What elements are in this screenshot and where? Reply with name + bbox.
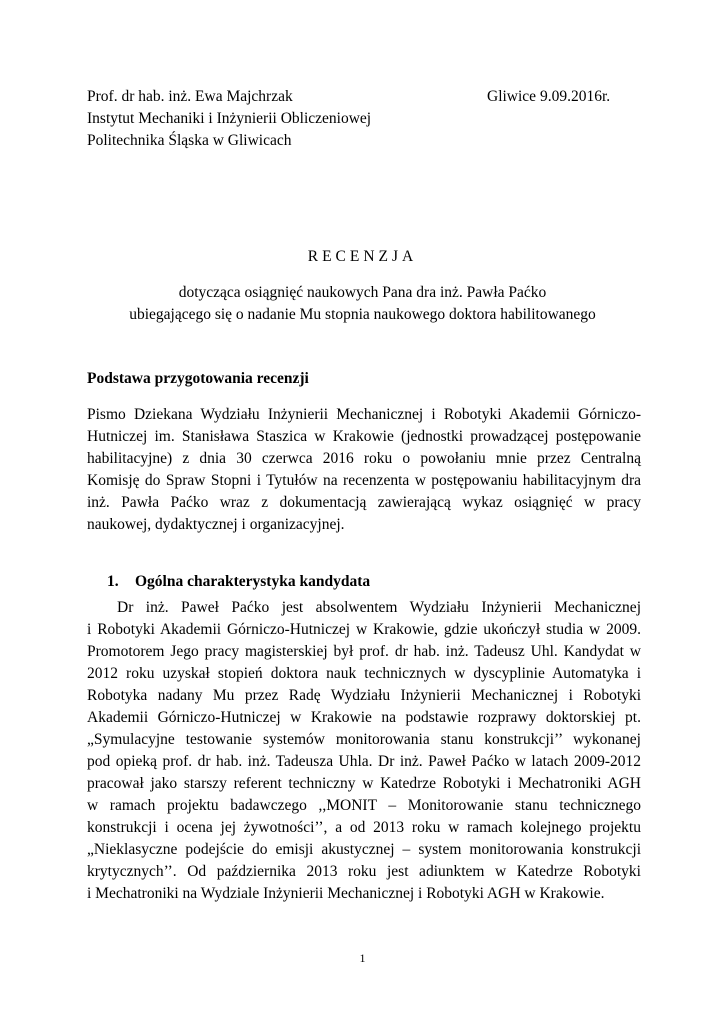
document-subtitle <box>0 283 725 327</box>
paragraph-line: Akademii Górniczo-Hutniczej w Krakowie na podstawie rozprawy doktorskiej pt. <box>87 709 641 726</box>
paragraph-line: Promotorem Jego pracy magisterskiej był prof. dr hab. inż. Tadeusz Uhl. Kandydat w <box>87 643 641 660</box>
paragraph-line: konstrukcji i ocena jej żywotności’’, a od 2013 roku w ramach kolejnego projektu <box>87 819 641 836</box>
document-title: RECENZJA <box>307 248 418 265</box>
paragraph-line: 2012 roku uzyskał stopień doktora nauk technicznych w dyscyplinie Automatyka i <box>87 665 641 682</box>
section-basis-heading: Podstawa przygotowania recenzji <box>87 370 309 387</box>
subtitle-line-1: dotycząca osiągnięć naukowych Pana dra inż. Pawła Paćko <box>178 284 547 301</box>
section-1-title: Ogólna charakterystyka kandydata <box>135 573 371 590</box>
author-block <box>87 87 371 153</box>
paragraph-line: inż. Pawła Paćko wraz z dokumentacją zawierającą wykaz osiągnięć w pracy <box>87 494 641 511</box>
author-institute: Instytut Mechaniki i Inżynierii Obliczeniowej <box>87 110 372 127</box>
author-name: Prof. dr hab. inż. Ewa Majchrzak <box>87 88 293 105</box>
paragraph-line: krytycznych’’. Od października 2013 roku jest adiunktem w Katedrze Robotyki <box>87 863 641 880</box>
paragraph-line: naukowej, dydaktycznej i organizacyjnej. <box>87 516 345 533</box>
section-1-number: 1. <box>107 573 119 590</box>
paragraph-line: w ramach projektu badawczego ,,MONIT – Monitorowanie stanu technicznego <box>87 797 641 814</box>
paragraph-line: Robotyka nadany Mu przez Radę Wydziału Inżynierii Mechanicznej i Robotyki <box>87 687 641 704</box>
paragraph-line: Hutniczej im. Stanisława Staszica w Krakowie (jednostki prowadzącej postępowanie <box>87 428 641 445</box>
place-date: Gliwice 9.09.2016r. <box>487 88 611 105</box>
paragraph-line: pracował jako starszy referent techniczny w Katedrze Robotyki i Mechatroniki AGH <box>87 775 641 792</box>
paragraph-line: habilitacyjne) z dnia 30 czerwca 2016 roku o powołaniu mnie przez Centralną <box>87 450 641 467</box>
page-number: 1 <box>359 951 366 965</box>
paragraph-line: „Nieklasyczne podejście do emisji akustycznej – system monitorowania konstrukcji <box>87 841 641 858</box>
paragraph-line: Komisję do Spraw Stopni i Tytułów na recenzenta w postępowaniu habilitacyjnym dra <box>87 472 641 489</box>
paragraph-line: pod opieką prof. dr hab. inż. Tadeusza Uhla. Dr inż. Paweł Paćko w latach 2009-2012 <box>87 753 641 770</box>
subtitle-line-2: ubiegającego się o nadanie Mu stopnia naukowego doktora habilitowanego <box>129 306 596 323</box>
paragraph-line: „Symulacyjne testowanie systemów monitorowania stanu konstrukcji’’ wykonanej <box>87 731 641 748</box>
paragraph-line: i Robotyki Akademii Górniczo-Hutniczej w Krakowie, gdzie ukończył studia w 2009. <box>87 621 641 638</box>
author-university: Politechnika Śląska w Gliwicach <box>87 132 292 149</box>
paragraph-line: i Mechatroniki na Wydziale Inżynierii Mechanicznej i Robotyki AGH w Krakowie. <box>87 885 605 902</box>
section-basis-paragraph <box>87 405 641 537</box>
section-1-heading <box>107 572 370 592</box>
section-1-paragraph <box>87 598 641 906</box>
paragraph-line: Dr inż. Paweł Paćko jest absolwentem Wydziału Inżynierii Mechanicznej <box>117 599 641 616</box>
paragraph-line: Pismo Dziekana Wydziału Inżynierii Mechanicznej i Robotyki Akademii Górniczo- <box>87 406 641 423</box>
